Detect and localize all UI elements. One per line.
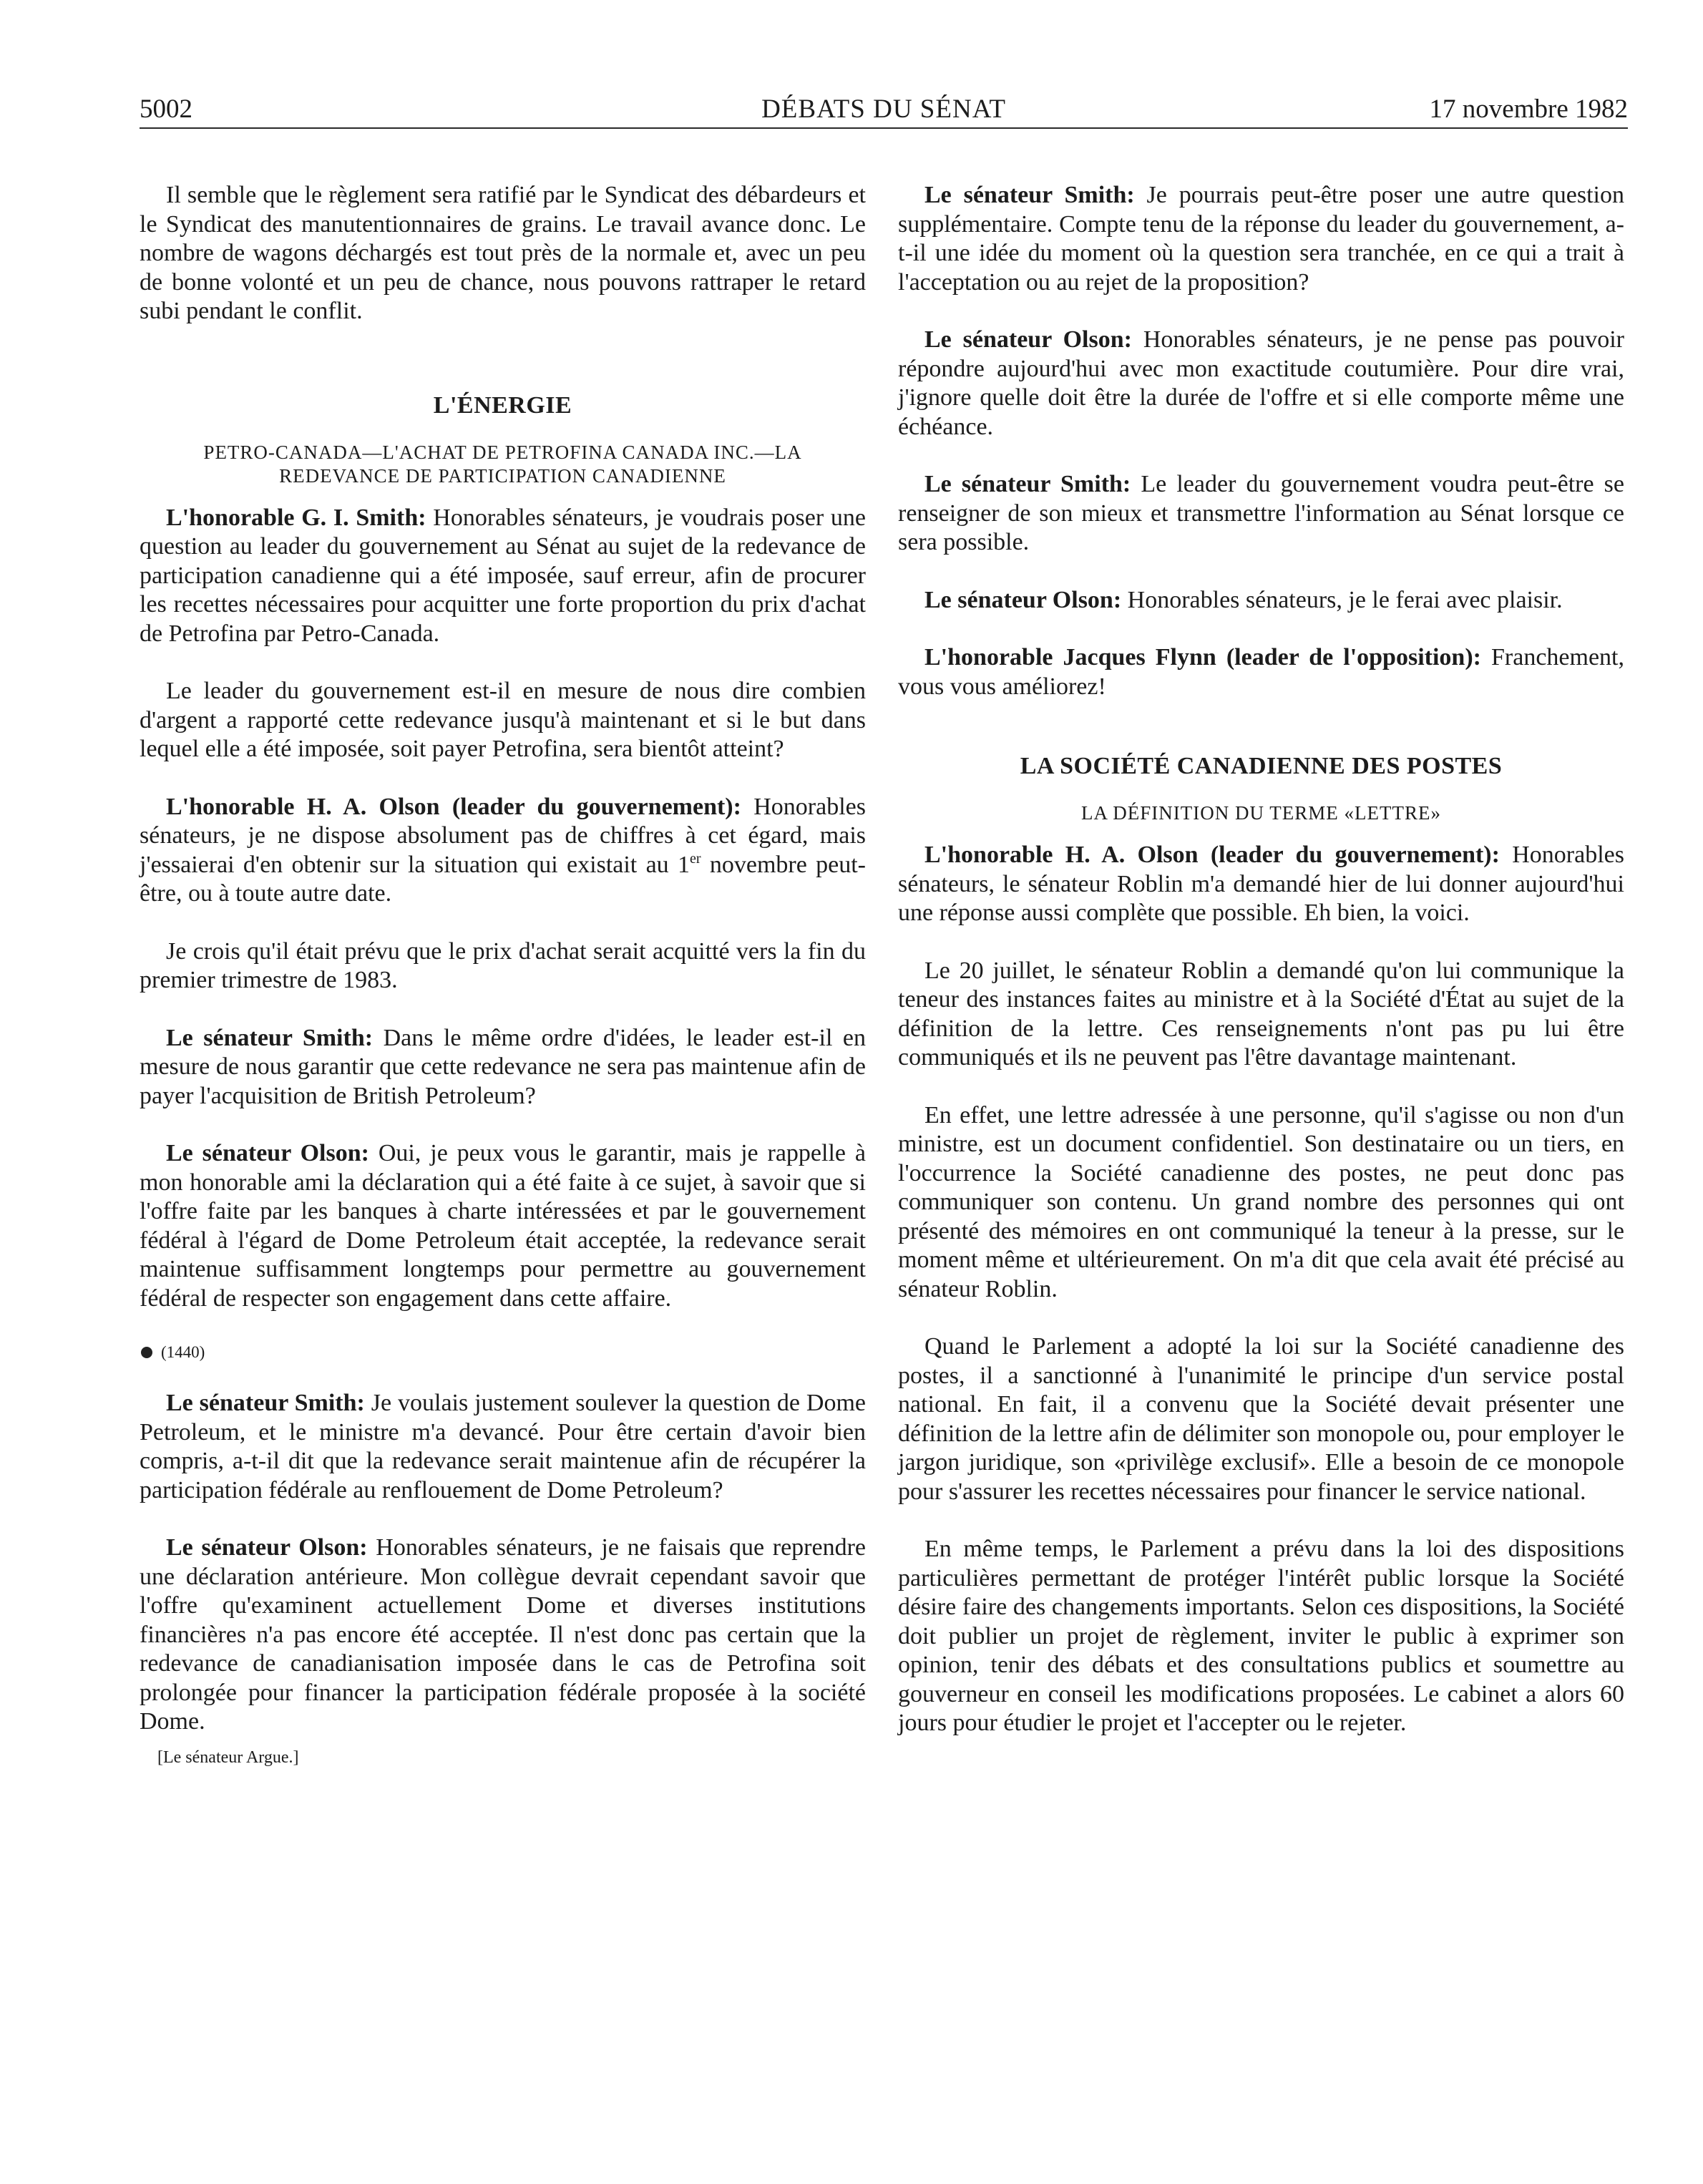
speech-text: Honorables sénateurs, je ne dispose absolument pas de chiffres à cet égard, mais j'essaierai d'en obtenir sur la situation qui existait au 1 [140,793,866,878]
speech-paragraph: Le leader du gouvernement est-il en mesure de nous dire combien d'argent a rapporté cette redevance jusqu'à maintenant et si le but dans lequel elle a été imposée, soit payer Petrofina, sera bientôt atteint? [140,678,866,762]
issue-date: 17 novembre 1982 [1429,94,1628,124]
speech-paragraph [898,586,1624,615]
intro-paragraph: Il semble que le règlement sera ratifié par le Syndicat des débardeurs et le Syndicat des manutentionnaires de grains. Le travail avance donc. Le nombre de wagons déchargés est tout près de la normale et, avec un peu de bonne volonté et un peu de chance, nous pouvons rattraper le retard subi pendant le conflit. [140,182,866,324]
speech-paragraph: En même temps, le Parlement a prévu dans la loi des dispositions particulières permettant de protéger l'intérêt public lorsque la Société désire faire des changements importants. Selon ces dispositions, la Société doit publier un projet de règlement, inviter le public à exprimer son opinion, tenir des débats et des consultations publics et soumettre au gouverneur en conseil les modifications proposées. Le cabinet a alors 60 jours pour étudier le projet et l'accepter ou le rejeter. [898,1536,1624,1736]
speech-text: Dans le même ordre d'idées, le leader est-il en mesure de nous garantir que cette redevance ne sera pas maintenue afin de payer l'acquisition de British Petroleum? [140,1024,866,1109]
speaker-name: Le sénateur Olson: [924,586,1122,613]
speech-paragraph [898,181,1624,297]
speech-text: Honorables sénateurs, je le ferai avec plaisir. [1121,586,1563,613]
bullet-icon [141,1347,152,1358]
speaker-name: Le sénateur Olson: [924,326,1132,353]
speech-paragraph [140,1389,866,1505]
speaker-name: L'honorable H. A. Olson (leader du gouvernement): [924,842,1500,868]
speaker-name: Le sénateur Smith: [924,182,1135,208]
speech-paragraph [140,1534,866,1737]
time-marker-text: (1440) [161,1343,205,1361]
speech-paragraph: Je crois qu'il était prévu que le prix d'achat serait acquitté vers la fin du premier trimestre de 1983. [140,937,866,993]
speech-paragraph [898,470,1624,557]
speech-text: Le leader du gouvernement voudra peut-être se renseigner de son mieux et transmettre l'information au Sénat lorsque ce sera possible. [898,471,1625,555]
speaker-name: L'honorable H. A. Olson (leader du gouvernement): [166,793,741,820]
speech-paragraph [140,793,866,909]
subsection-title-petro-canada [140,441,866,488]
speech-paragraph: En effet, une lettre adressée à une personne, qu'il s'agisse ou non d'un ministre, est un document confidentiel. Son destinataire ou un tiers, en l'occurrence la Société canadienne des postes, ne peut donc pas communiquer son contenu. Un grand nombre des personnes qui ont présenté des mémoires en ont communiqué la teneur à la presse, sur le moment même et ultérieurement. On m'a dit que cela avait été précisé au sénateur Roblin. [898,1101,1624,1302]
speech-paragraph [898,326,1624,442]
speaker-name: Le sénateur Smith: [166,1024,374,1051]
speech-text: Honorables sénateurs, je ne pense pas pouvoir répondre aujourd'hui avec mon exactitude coutumière. Pour dire vrai, j'ignore quelle doit être la durée de l'offre et si elle comporte même une échéance. [898,326,1625,440]
speech-text: novembre peut-être, ou à toute autre date. [140,851,866,907]
speech-paragraph [898,841,1624,928]
publication-title: DÉBATS DU SÉNAT [761,94,1006,124]
speech-text: Oui, je peux vous le garantir, mais je rappelle à mon honorable ami la déclaration qui a été faite à ce sujet, à savoir que si l'offre faite par les banques à charte intéressées et par le gouvernement fédéral à l'égard de Dome Petroleum était acceptée, la redevance serait maintenue suffisamment longtemps pour permettre au gouvernement fédéral de respecter son engagement dans cette affaire. [140,1140,866,1312]
speaker-name: Le sénateur Olson: [166,1534,368,1561]
speaker-name: L'honorable Jacques Flynn (leader de l'opposition): [924,644,1481,671]
speaker-name: Le sénateur Olson: [166,1140,369,1166]
speech-paragraph [140,1024,866,1111]
page-number: 5002 [140,94,192,124]
speech-paragraph [140,1139,866,1313]
right-column [898,181,1624,1767]
speaker-name: L'honorable G. I. Smith: [166,504,426,531]
left-column [140,181,866,1768]
speaker-name: Le sénateur Smith: [924,471,1131,497]
speech-text: Je voulais justement soulever la question de Dome Petroleum, et le ministre m'a devancé. Pour être certain d'avoir bien compris, a-t-il dit que la redevance serait maintenue afin de récupérer la participation fédérale au renflouement de Dome Petroleum? [140,1390,866,1503]
speech-text: Honorables sénateurs, je voudrais poser une question au leader du gouvernement au Sénat au sujet de la redevance de participation canadienne qui a été imposée, sauf erreur, afin de procurer les recettes nécessaires pour acquitter une forte proportion du prix d'achat de Petrofina par Petro-Canada. [140,504,866,647]
speech-paragraph: Le 20 juillet, le sénateur Roblin a demandé qu'on lui communique la teneur des instances faites au ministre et à la Société d'État au sujet de la définition de la lettre. Ces renseignements n'ont pas pu lui être communiqués et ils ne peuvent pas l'être davantage maintenant. [898,957,1624,1071]
speech-paragraph [140,504,866,649]
ordinal-superscript: er [689,850,701,867]
speaker-attribution: [Le sénateur Argue.] [157,1747,299,1767]
speech-paragraph [898,643,1624,701]
subsection-line-1: PETRO-CANADA—L'ACHAT DE PETROFINA CANADA INC.—LA [203,441,802,463]
time-marker [140,1342,866,1363]
speech-paragraph: Quand le Parlement a adopté la loi sur la Société canadienne des postes, il a sanctionné à l'unanimité le principe d'un service postal national. En fait, il a convenu que la Société devait présenter une définition de la lettre afin de délimiter son monopole ou, pour employer le jargon juridique, son «privilège exclusif». Elle a besoin de ce monopole pour s'assurer les recettes nécessaires pour financer le service national. [898,1333,1624,1505]
speech-text: Franchement, vous vous améliorez! [898,644,1624,700]
running-header [140,92,1628,129]
speech-text: Honorables sénateurs, le sénateur Roblin m'a demandé hier de lui donner aujourd'hui une réponse aussi complète que possible. Eh bien, la voici. [898,842,1624,926]
speaker-name: Le sénateur Smith: [166,1390,365,1416]
subsection-line-2: REDEVANCE DE PARTICIPATION CANADIENNE [279,464,726,487]
speech-text: Je pourrais peut-être poser une autre question supplémentaire. Compte tenu de la réponse du leader du gouvernement, a-t-il une idée du moment où la question sera tranchée, en ce qui a trait à l'acceptation ou au rejet de la proposition? [898,182,1624,296]
section-title-energy: L'ÉNERGIE [433,391,572,419]
speech-text: Honorables sénateurs, je ne faisais que reprendre une déclaration antérieure. Mon collègue devrait cependant savoir que l'offre qu'examinent actuellement Dome et diverses institutions financières n'a pas encore été acceptée. Il n'est donc pas certain que la redevance de canadianisation imposée dans le cas de Petrofina soit prolongée pour financer la participation fédérale proposée à la société Dome. [140,1534,867,1735]
section-title-postal: LA SOCIÉTÉ CANADIENNE DES POSTES [1020,753,1503,779]
subsection-title-letter: LA DÉFINITION DU TERME «LETTRE» [1081,802,1441,824]
